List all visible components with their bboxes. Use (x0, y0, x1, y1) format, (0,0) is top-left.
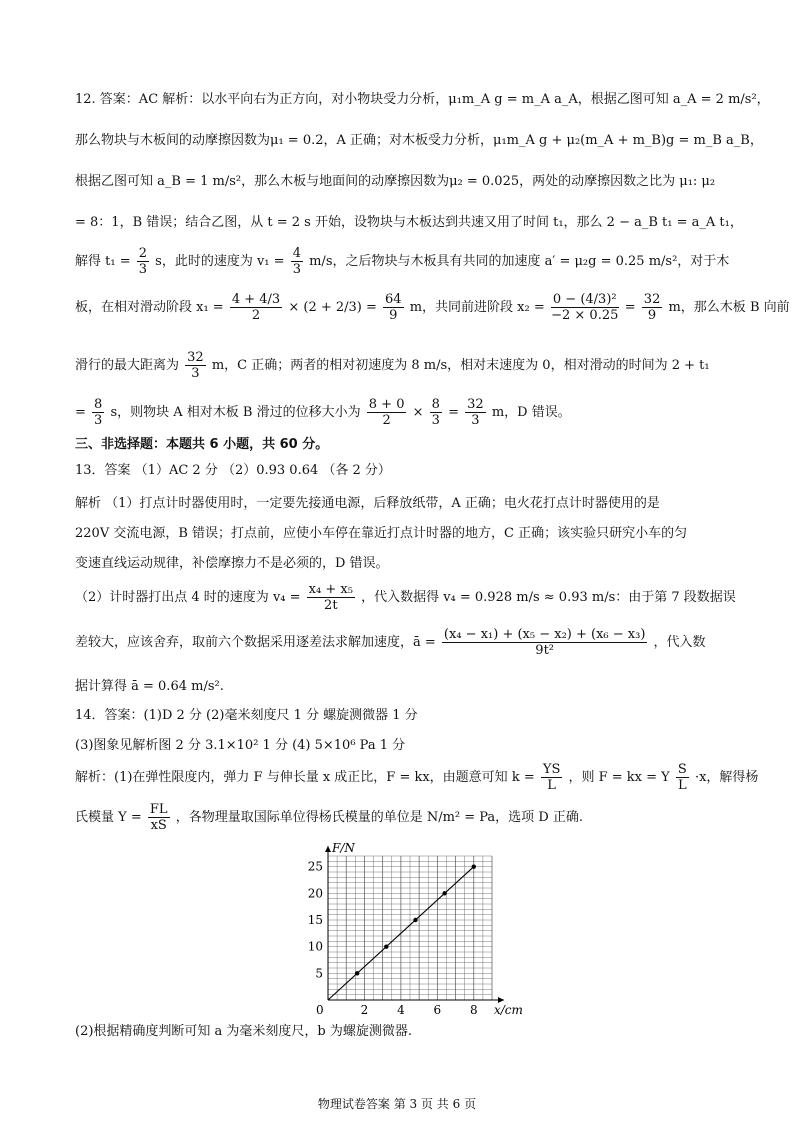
chart-x-label: x/cm (494, 1003, 523, 1017)
q14-answer-1: 14．答案：(1)D 2 分 (2)毫米刻度尺 1 分 螺旋测微器 1 分 (75, 708, 418, 723)
fraction-num: S (677, 762, 687, 777)
q12-line4: = 8：1，B 错误；结合乙图，从 t = 2 s 开始，设物块与木板达到共速又用了时间 t₁，那么 2 − a_B t₁ = a_A t₁， (75, 215, 743, 230)
fraction-num: 0 − (4/3)² (552, 292, 617, 307)
x-tick-label: 2 (360, 1003, 369, 1017)
q12-l8-text-c: × (412, 405, 424, 420)
fraction-num: 64 (385, 292, 402, 307)
q12-l5-text-b: s，此时的速度为 v₁ = (155, 254, 285, 269)
x-tick-label: 6 (433, 1003, 442, 1017)
q12-l6-text-a: 板，在相对滑动阶段 x₁ = (75, 300, 224, 315)
q13-analysis-1b: 220V 交流电源，B 错误；打点前，应使小车停在靠近打点计时器的地方，C 正确；该实验只研究小车的匀 (75, 526, 688, 541)
q13-analysis-2 (75, 582, 734, 613)
fraction-v4 (307, 582, 355, 613)
data-point (413, 918, 417, 922)
fraction-den: 2 (382, 413, 391, 428)
q14-p2-text-b: ，各物理量取国际单位得杨氏模量的单位是 N/m² = Pa，选项 D 正确. (175, 810, 584, 825)
fraction-x1-result (383, 292, 404, 323)
y-tick-label: 5 (315, 966, 323, 981)
q12-line8 (75, 397, 734, 428)
q14-p1-text-a: 解析：(1)在弹性限度内，弹力 F 与伸长量 x 成正比，F = kx，由题意可知 k = (75, 770, 535, 785)
fraction-x2-result (642, 292, 663, 323)
q13-analysis-1c: 变速直线运动规律，补偿摩擦力不是必须的，D 错误。 (75, 556, 389, 571)
fraction-den: 9 (647, 308, 657, 323)
fraction-den: xS (150, 818, 167, 833)
y-tick-label: 15 (307, 913, 323, 927)
q12-l8-text-e: m，D 错误。 (491, 405, 571, 420)
x-tick-label: 4 (397, 1003, 405, 1017)
q12-l6-text-b: × (2 + 2/3) = (288, 300, 377, 315)
fraction-den: 3 (94, 413, 103, 428)
force-extension-chart (300, 836, 523, 1017)
q12-line7 (75, 350, 734, 381)
fraction-v1 (291, 246, 303, 277)
chart-tick-labels (308, 860, 478, 1017)
fraction-den: L (678, 778, 687, 793)
q13-p2-text-b: ，代入数据得 v₄ = 0.928 m/s ≈ 0.93 m/s：由于第 7 段数据误 (361, 590, 736, 605)
q12-l6-text-e: m，那么木板 B 向前 (668, 300, 790, 315)
fraction-den: 3 (471, 413, 480, 428)
q12-l5-text-c: m/s，之后物块与木板具有共同的加速度 a′ = μ₂g = 0.25 m/s²，对于木 (309, 254, 730, 269)
q13-p3-text-b: ，代入数 (653, 635, 706, 650)
data-point (355, 971, 359, 975)
y-tick-label: 20 (307, 886, 323, 901)
data-point (384, 944, 388, 948)
fraction-num: 32 (643, 292, 661, 307)
fraction-s-over-l (676, 762, 689, 793)
q12-line2: 那么物块与木板间的动摩擦因数为μ₁ = 0.2，A 正确；对木板受力分析，μ₁m_A g + μ₂(m_A + m_B)g = m_B a_B， (75, 133, 763, 148)
q14-p1-text-c: ·x，解得杨 (694, 770, 759, 785)
fraction-num: 32 (187, 350, 204, 365)
q12-l6-text-c: m，共同前进阶段 x₂ = (409, 300, 545, 315)
q13-analysis-3 (75, 627, 734, 658)
page-footer: 物理试卷答案 第 3 页 共 6 页 (317, 1097, 477, 1111)
fraction-num: (x₄ − x₁) + (x₅ − x₂) + (x₆ − x₃) (443, 627, 646, 642)
fraction-num: 2 (138, 246, 148, 261)
fraction-rel-time (430, 397, 442, 428)
q12-line5 (75, 246, 734, 277)
q12-l7-text-a: 滑行的最大距离为 (75, 358, 180, 373)
fraction-den: 9 (389, 308, 398, 323)
y-axis-arrow (325, 846, 331, 852)
q13-answer: 13．答案 （1）AC 2 分 （2）0.93 0.64 （各 2 分） (75, 463, 391, 478)
y-tick-label: 10 (307, 939, 323, 954)
fraction-num: FL (149, 802, 168, 817)
fraction-max-distance (185, 350, 206, 381)
chart-grid (328, 856, 492, 1000)
fraction-den: −2 × 0.25 (551, 308, 619, 323)
q12-l6-text-d: = (624, 300, 636, 315)
fraction-num: YS (542, 762, 561, 777)
q13-analysis-1a: 解析 （1）打点计时器使用时，一定要先接通电源，后释放纸带，A 正确；电火花打点计时器使用的是 (75, 496, 660, 511)
q12-line3: 根据乙图可知 a_B = 1 m/s²，那么木板与地面间的动摩擦因数为μ₂ = 0.025，两处的动摩擦因数之比为 μ₁: μ₂ (75, 174, 716, 189)
q12-l8-text-b: s，则物块 A 相对木板 B 滑过的位移大小为 (110, 405, 361, 420)
q13-p2-text-a: （2）计时器打出点 4 时的速度为 v₄ = (75, 590, 301, 605)
data-point (472, 864, 476, 868)
fraction-den: 2t (324, 598, 338, 613)
fraction-t1 (137, 246, 149, 277)
fraction-den: 3 (431, 413, 440, 428)
q12-l8-text-a: = (75, 405, 86, 420)
q12-line6 (75, 292, 790, 323)
chart-y-label: F/N (332, 841, 355, 855)
q12-l7-text-b: m，C 正确；两者的相对初速度为 8 m/s，相对末速度为 0，相对滑动的时间为 2 + t₁ (211, 358, 710, 373)
q14-analysis-1 (75, 762, 759, 793)
fraction-den: 2 (251, 308, 261, 323)
q13-analysis-4: 据计算得 ā = 0.64 m/s². (75, 679, 224, 694)
fraction-num: 8 + 0 (368, 397, 405, 412)
fraction-k (541, 762, 563, 793)
fraction-avg-speed (367, 397, 407, 428)
fraction-acceleration (442, 627, 647, 658)
fraction-num: 4 (292, 246, 301, 261)
fraction-num: 8 (431, 397, 440, 412)
fraction-den: L (547, 778, 556, 793)
q14-analysis-3: (2)根据精确度判断可知 a 为毫米刻度尺，b 为螺旋测微器. (75, 1024, 413, 1039)
fraction-den: 3 (138, 262, 148, 277)
fraction-num: x₄ + x₅ (308, 582, 353, 597)
q12-l5-text-a: 解得 t₁ = (75, 254, 131, 269)
fraction-num: 32 (467, 397, 484, 412)
chart-axes (325, 846, 504, 1003)
q14-p2-text-a: 氏模量 Y = (75, 810, 142, 825)
x-tick-label: 8 (469, 1003, 478, 1017)
fraction-num: 8 (94, 397, 103, 412)
fraction-x1-first (230, 292, 282, 323)
y-tick-label: 25 (307, 859, 323, 874)
chart-origin-label: 0 (316, 1003, 324, 1017)
section-heading: 三、非选择题：本题共 6 小题，共 60 分。 (75, 437, 329, 452)
fraction-time (92, 397, 104, 428)
fraction-den: 9t² (535, 643, 555, 658)
fraction-x2-expr (551, 292, 619, 323)
q12-line1: 12. 答案：AC 解析：以水平向右为正方向，对小物块受力分析，μ₁m_A g = m_A a_A，根据乙图可知 a_A = 2 m/s²， (75, 92, 770, 107)
fraction-displacement (465, 397, 486, 428)
fraction-den: 3 (191, 366, 200, 381)
q14-answer-2: (3)图象见解析图 2 分 3.1×10² 1 分 (4) 5×10⁶ Pa 1 分 (75, 738, 406, 753)
q14-analysis-2 (75, 802, 734, 833)
q14-p1-text-b: ，则 F = kx = Y (568, 770, 670, 785)
fraction-num: 4 + 4/3 (231, 292, 281, 307)
fraction-young-modulus (148, 802, 170, 833)
q12-l8-text-d: = (448, 405, 459, 420)
q13-p3-text-a: 差较大，应该舍弃，取前六个数据采用逐差法求解加速度，ā = (75, 635, 436, 650)
data-point (442, 891, 446, 895)
fraction-den: 3 (292, 262, 301, 277)
